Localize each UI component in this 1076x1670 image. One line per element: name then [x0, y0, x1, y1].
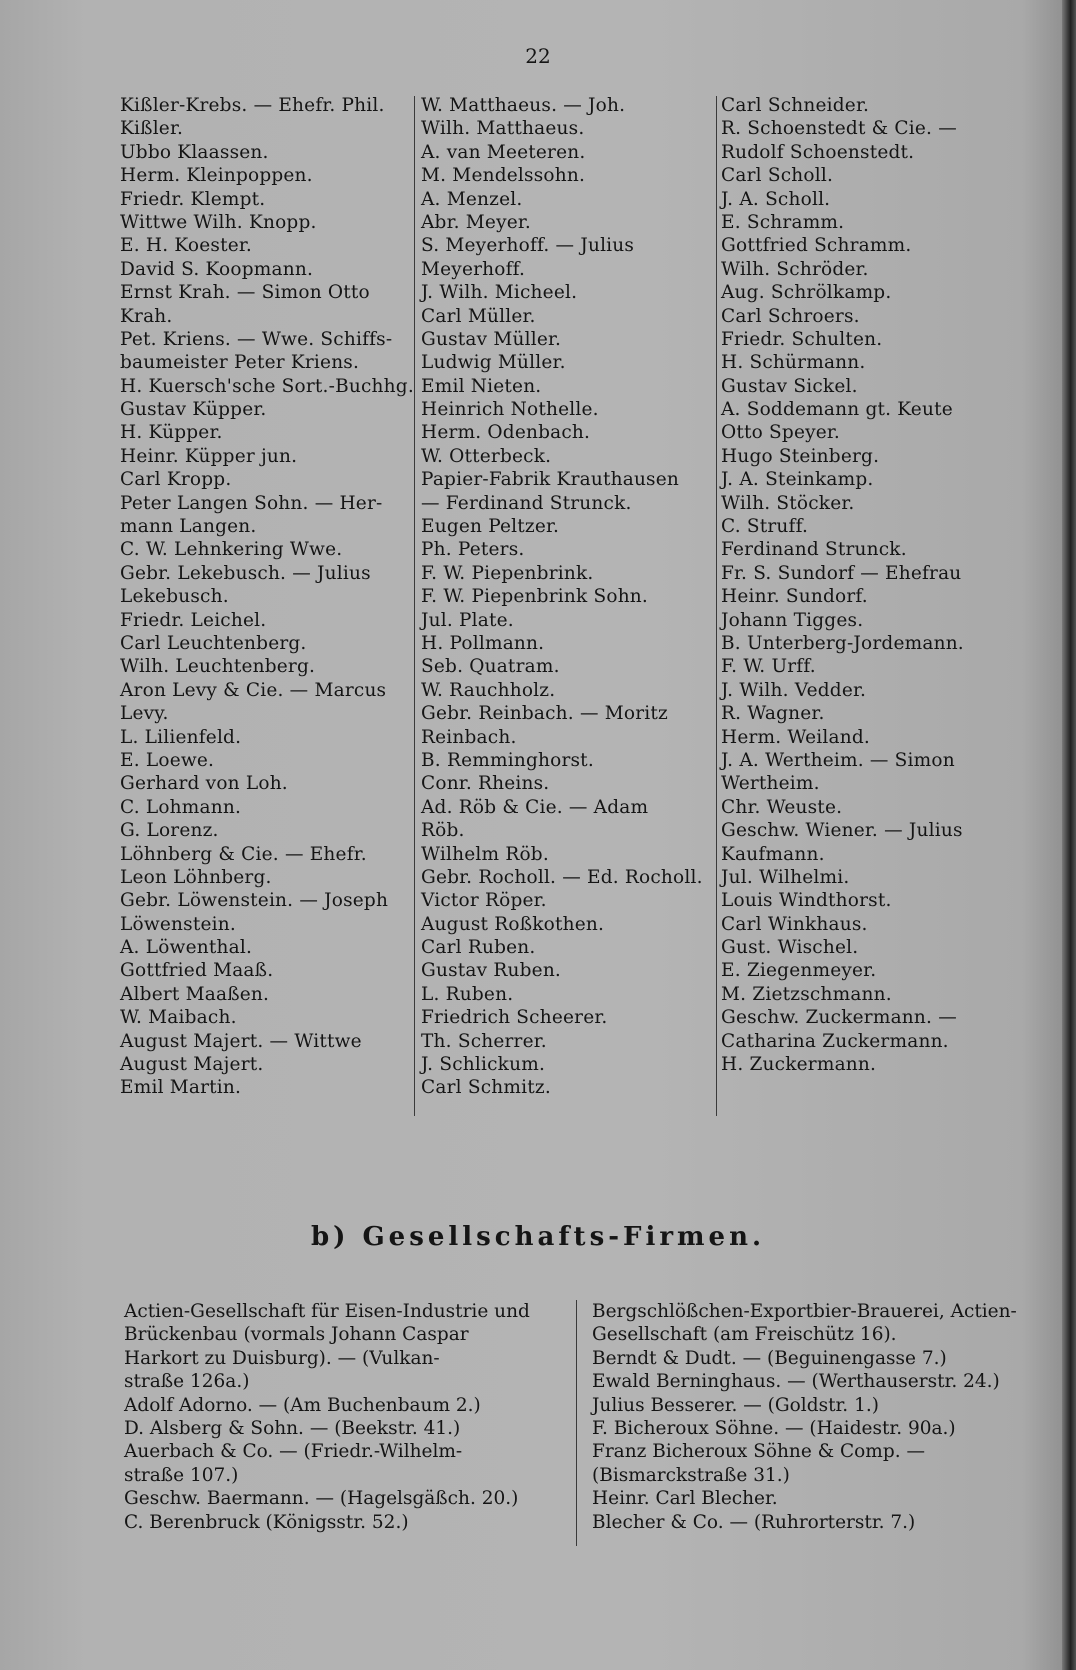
- list-entry: Seb. Quatram.: [421, 656, 560, 678]
- list-entry: mann Langen.: [120, 516, 257, 538]
- list-entry: Friedrich Scheerer.: [421, 1007, 608, 1029]
- list-entry: Gerhard von Loh.: [120, 773, 288, 795]
- list-entry: W. Rauchholz.: [421, 679, 556, 701]
- list-entry: August Majert. — Wittwe: [120, 1030, 362, 1052]
- column-divider: [576, 1300, 577, 1546]
- list-entry: Ernst Krah. — Simon Otto: [120, 282, 370, 304]
- list-entry: J. Wilh. Vedder.: [721, 679, 867, 701]
- list-entry: Eugen Peltzer.: [421, 516, 560, 538]
- list-entry: Gottfried Maaß.: [120, 960, 274, 982]
- list-entry: Victor Röper.: [421, 890, 547, 912]
- list-entry: Gustav Müller.: [421, 328, 562, 350]
- list-entry: straße 107.): [124, 1464, 239, 1486]
- column-divider: [414, 96, 415, 1116]
- list-entry: A. Soddemann gt. Keute: [721, 399, 953, 421]
- list-entry: Harkort zu Duisburg). — (Vulkan-: [124, 1347, 440, 1369]
- list-entry: B. Unterberg-Jordemann.: [721, 632, 964, 654]
- list-entry: Jul. Wilhelmi.: [721, 866, 850, 888]
- list-entry: Ewald Berninghaus. — (Werthauserstr. 24.): [592, 1371, 1000, 1393]
- list-entry: Gust. Wischel.: [721, 937, 859, 959]
- list-entry: Papier-Fabrik Krauthausen: [421, 469, 680, 491]
- list-entry: Gustav Sickel.: [721, 375, 858, 397]
- list-entry: H. Pollmann.: [421, 632, 545, 654]
- list-entry: R. Schoenstedt & Cie. —: [721, 118, 957, 140]
- list-entry: Johann Tigges.: [721, 609, 864, 631]
- list-entry: S. Meyerhoff. — Julius: [421, 235, 635, 257]
- firm-list-column-1: [120, 94, 414, 1100]
- list-entry: Krah.: [120, 305, 173, 327]
- list-entry: Röb.: [421, 820, 465, 842]
- list-entry: Emil Nieten.: [421, 375, 542, 397]
- list-entry: Fr. S. Sundorf — Ehefrau: [721, 562, 962, 584]
- list-entry: E. Schramm.: [721, 211, 845, 233]
- list-entry: M. Mendelssohn.: [421, 165, 586, 187]
- list-entry: L. Ruben.: [421, 983, 514, 1005]
- list-entry: straße 126a.): [124, 1371, 250, 1393]
- list-entry: Franz Bicheroux Söhne & Comp. —: [592, 1441, 925, 1463]
- list-entry: M. Zietzschmann.: [721, 983, 892, 1005]
- list-entry: Wilh. Matthaeus.: [421, 118, 585, 140]
- list-entry: A. Löwenthal.: [120, 937, 253, 959]
- list-entry: Heinr. Sundorf.: [721, 586, 868, 608]
- list-entry: Berndt & Dudt. — (Beguinengasse 7.): [592, 1347, 947, 1369]
- list-entry: C. W. Lehnkering Wwe.: [120, 539, 343, 561]
- list-entry: Meyerhoff.: [421, 258, 526, 280]
- list-entry: J. Schlickum.: [421, 1054, 546, 1076]
- list-entry: G. Lorenz.: [120, 820, 219, 842]
- list-entry: Löhnberg & Cie. — Ehefr.: [120, 843, 367, 865]
- list-entry: W. Matthaeus. — Joh.: [421, 95, 626, 116]
- list-entry: Gebr. Rocholl. — Ed. Rocholl.: [421, 866, 703, 888]
- list-entry: Herm. Kleinpoppen.: [120, 165, 313, 187]
- list-entry: H. Zuckermann.: [721, 1054, 877, 1076]
- list-entry: (Bismarckstraße 31.): [592, 1464, 790, 1486]
- list-entry: Leon Löhnberg.: [120, 866, 272, 888]
- list-entry: Ph. Peters.: [421, 539, 525, 561]
- list-entry: Actien-Gesellschaft für Eisen-Industrie und: [124, 1301, 530, 1322]
- list-entry: Heinr. Carl Blecher.: [592, 1488, 778, 1510]
- list-entry: Kißler.: [120, 118, 184, 140]
- list-entry: J. A. Wertheim. — Simon: [721, 749, 955, 771]
- section-heading: b) Gesellschafts-Firmen.: [310, 1222, 766, 1252]
- list-entry: Brückenbau (vormals Johann Caspar: [124, 1324, 469, 1346]
- list-entry: Pet. Kriens. — Wwe. Schiffs-: [120, 328, 393, 350]
- list-entry: Louis Windthorst.: [721, 890, 892, 912]
- list-entry: Herm. Odenbach.: [421, 422, 591, 444]
- list-entry: Ubbo Klaassen.: [120, 141, 269, 163]
- list-entry: Reinbach.: [421, 726, 517, 748]
- firm-list-column-2: [421, 94, 711, 1100]
- list-entry: Gustav Küpper.: [120, 399, 267, 421]
- list-entry: E. Loewe.: [120, 749, 215, 771]
- list-entry: Carl Müller.: [421, 305, 536, 327]
- company-list-column-2: [592, 1300, 1032, 1534]
- list-entry: F. W. Piepenbrink Sohn.: [421, 586, 649, 608]
- list-entry: H. Schürmann.: [721, 352, 866, 374]
- list-entry: Ferdinand Strunck.: [721, 539, 907, 561]
- list-entry: C. Lohmann.: [120, 796, 242, 818]
- list-entry: J. Wilh. Micheel.: [421, 282, 578, 304]
- list-entry: Jul. Plate.: [421, 609, 514, 631]
- list-entry: Wilh. Leuchtenberg.: [120, 656, 316, 678]
- list-entry: F. W. Urff.: [721, 656, 816, 678]
- list-entry: H. Küpper.: [120, 422, 223, 444]
- list-entry: Wilhelm Röb.: [421, 843, 549, 865]
- list-entry: Kaufmann.: [721, 843, 825, 865]
- list-entry: Gebr. Löwenstein. — Joseph: [120, 890, 389, 912]
- company-list-column-1: [124, 1300, 564, 1534]
- list-entry: E. H. Koester.: [120, 235, 252, 257]
- list-entry: Albert Maaßen.: [120, 983, 270, 1005]
- list-entry: Ad. Röb & Cie. — Adam: [421, 796, 649, 818]
- list-entry: Löwenstein.: [120, 913, 236, 935]
- list-entry: David S. Koopmann.: [120, 258, 314, 280]
- list-entry: E. Ziegenmeyer.: [721, 960, 877, 982]
- list-entry: B. Remminghorst.: [421, 749, 594, 771]
- list-entry: Carl Ruben.: [421, 937, 536, 959]
- list-entry: Abr. Meyer.: [421, 211, 531, 233]
- list-entry: Lekebusch.: [120, 586, 229, 608]
- list-entry: Friedr. Schulten.: [721, 328, 883, 350]
- list-entry: Chr. Weuste.: [721, 796, 843, 818]
- list-entry: Geschw. Zuckermann. —: [721, 1007, 957, 1029]
- list-entry: Gesellschaft (am Freischütz 16).: [592, 1324, 897, 1346]
- list-entry: Peter Langen Sohn. — Her-: [120, 492, 383, 514]
- list-entry: Th. Scherrer.: [421, 1030, 547, 1052]
- list-entry: Wertheim.: [721, 773, 820, 795]
- list-entry: Gebr. Reinbach. — Moritz: [421, 703, 668, 725]
- list-entry: D. Alsberg & Sohn. — (Beekstr. 41.): [124, 1417, 461, 1439]
- list-entry: Geschw. Wiener. — Julius: [721, 820, 963, 842]
- list-entry: Wilh. Schröder.: [721, 258, 869, 280]
- column-divider: [716, 96, 717, 1116]
- list-entry: R. Wagner.: [721, 703, 825, 725]
- list-entry: W. Otterbeck.: [421, 445, 552, 467]
- list-entry: F. W. Piepenbrink.: [421, 562, 594, 584]
- list-entry: Carl Scholl.: [721, 165, 834, 187]
- list-entry: Ludwig Müller.: [421, 352, 566, 374]
- list-entry: Auerbach & Co. — (Friedr.-Wilhelm-: [124, 1441, 463, 1463]
- list-entry: Herm. Weiland.: [721, 726, 870, 748]
- list-entry: August Roßkothen.: [421, 913, 605, 935]
- list-entry: Hugo Steinberg.: [721, 445, 880, 467]
- list-entry: Wittwe Wilh. Knopp.: [120, 211, 317, 233]
- list-entry: baumeister Peter Kriens.: [120, 352, 360, 374]
- list-entry: Gebr. Lekebusch. — Julius: [120, 562, 371, 584]
- list-entry: Heinr. Küpper jun.: [120, 445, 298, 467]
- list-entry: Heinrich Nothelle.: [421, 399, 599, 421]
- list-entry: Conr. Rheins.: [421, 773, 550, 795]
- firm-list-column-3: [721, 94, 1011, 1076]
- list-entry: Friedr. Leichel.: [120, 609, 267, 631]
- list-entry: August Majert.: [120, 1054, 264, 1076]
- list-entry: Otto Speyer.: [721, 422, 841, 444]
- list-entry: Carl Schroers.: [721, 305, 860, 327]
- list-entry: C. Berenbruck (Königsstr. 52.): [124, 1511, 409, 1533]
- list-entry: J. A. Steinkamp.: [721, 469, 874, 491]
- list-entry: Carl Schneider.: [721, 95, 870, 116]
- list-entry: — Ferdinand Strunck.: [421, 492, 632, 514]
- list-entry: A. van Meeteren.: [421, 141, 586, 163]
- list-entry: Aron Levy & Cie. — Marcus: [120, 679, 387, 701]
- list-entry: H. Kuersch'sche Sort.-Buchhg.: [120, 375, 414, 397]
- list-entry: Carl Leuchtenberg.: [120, 632, 307, 654]
- list-entry: Rudolf Schoenstedt.: [721, 141, 915, 163]
- page-number: 22: [525, 44, 551, 68]
- list-entry: Blecher & Co. — (Ruhrorterstr. 7.): [592, 1511, 916, 1533]
- list-entry: Geschw. Baermann. — (Hagelsgäßch. 20.): [124, 1488, 519, 1510]
- list-entry: Kißler-Krebs. — Ehefr. Phil.: [120, 95, 385, 116]
- list-entry: A. Menzel.: [421, 188, 523, 210]
- list-entry: L. Lilienfeld.: [120, 726, 242, 748]
- list-entry: Bergschlößchen-Exportbier-Brauerei, Actien-: [592, 1301, 1017, 1322]
- list-entry: Friedr. Klempt.: [120, 188, 266, 210]
- list-entry: Aug. Schrölkamp.: [721, 282, 892, 304]
- list-entry: J. A. Scholl.: [721, 188, 831, 210]
- list-entry: C. Struff.: [721, 516, 809, 538]
- list-entry: W. Maibach.: [120, 1007, 237, 1029]
- list-entry: Julius Besserer. — (Goldstr. 1.): [592, 1394, 879, 1416]
- list-entry: Gustav Ruben.: [421, 960, 562, 982]
- list-entry: F. Bicheroux Söhne. — (Haidestr. 90a.): [592, 1417, 956, 1439]
- page-edge: [1062, 0, 1076, 1670]
- list-entry: Adolf Adorno. — (Am Buchenbaum 2.): [124, 1394, 481, 1416]
- list-entry: Emil Martin.: [120, 1077, 242, 1099]
- list-entry: Carl Kropp.: [120, 469, 232, 491]
- list-entry: Carl Schmitz.: [421, 1077, 551, 1099]
- list-entry: Levy.: [120, 703, 169, 725]
- list-entry: Gottfried Schramm.: [721, 235, 912, 257]
- list-entry: Catharina Zuckermann.: [721, 1030, 949, 1052]
- list-entry: Carl Winkhaus.: [721, 913, 868, 935]
- list-entry: Wilh. Stöcker.: [721, 492, 855, 514]
